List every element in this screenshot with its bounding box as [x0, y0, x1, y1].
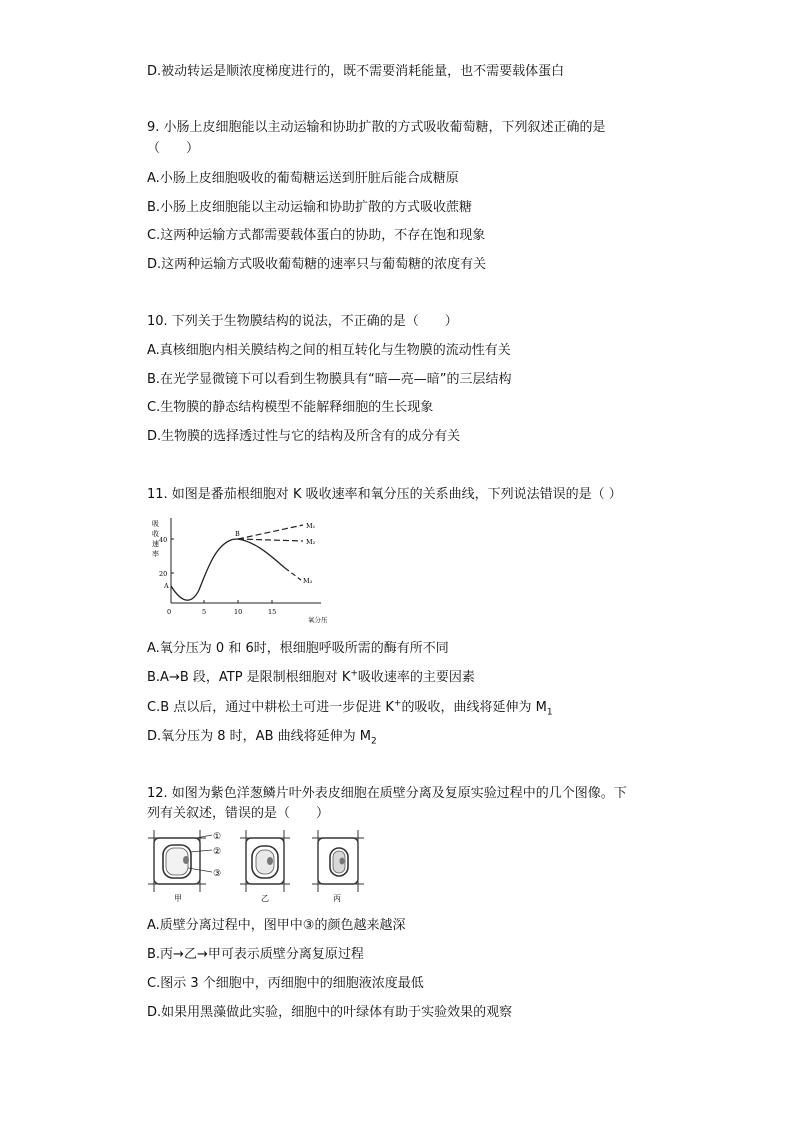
q9-option-b: B.小肠上皮细胞能以主动运输和协助扩散的方式吸收蔗糖	[147, 200, 473, 215]
chart-xtick: 10	[234, 608, 243, 616]
nucleus	[340, 858, 345, 865]
chart-xtick: 5	[202, 608, 207, 616]
marker-3: ③	[213, 869, 222, 879]
chart-ylabel-char: 速	[152, 540, 159, 548]
chart-ylabel-char: 率	[152, 550, 159, 558]
q10-stem: 10. 下列关于生物膜结构的说法，不正确的是（ ）	[147, 314, 458, 329]
chart-point-a: A	[164, 582, 169, 590]
q11-option-c: C.B 点以后，通过中耕松土可进一步促进 K+的吸收，曲线将延伸为 $M_1$	[147, 698, 553, 718]
q12-stem-line2: 列有关叙述，错误的是（ ）	[147, 806, 330, 821]
q10-option-c: C.生物膜的静态结构模型不能解释细胞的生长现象	[147, 400, 434, 415]
cell-bing	[312, 830, 364, 903]
chart-label-m3: M₃	[303, 577, 313, 585]
q8-option-d: D.被动转运是顺浓度梯度进行的，既不需要消耗能量，也不需要载体蛋白	[147, 64, 565, 79]
marker-2: ②	[213, 847, 222, 857]
chart-xlabel: 氧分压	[308, 616, 328, 624]
q9-answer-paren: （ ）	[147, 141, 200, 156]
chart-ytick: 40	[159, 536, 168, 544]
q11-option-d: D.氧分压为 8 时，AB 曲线将延伸为 $M_2$	[147, 729, 377, 747]
chart-xtick: 0	[167, 608, 172, 616]
marker-1: ①	[213, 832, 222, 842]
chart-curve-ab	[171, 539, 238, 600]
q10-option-b: B.在光学显微镜下可以看到生物膜具有“暗—亮—暗”的三层结构	[147, 372, 512, 387]
q12-option-c: C.图示 3 个细胞中，丙细胞中的细胞液浓度最低	[147, 976, 424, 991]
q12-option-b: B.丙→乙→甲可表示质壁分离复原过程	[147, 947, 364, 962]
nucleus	[183, 856, 189, 864]
chart-label-m1: M₁	[306, 522, 316, 530]
chart-point-b: B	[235, 530, 240, 538]
q9-option-d: D.这两种运输方式吸收葡萄糖的速率只与葡萄糖的浓度有关	[147, 257, 487, 272]
chart-curve-m3-dashed	[285, 568, 301, 580]
chart-ylabel-char: 吸	[152, 520, 159, 528]
q9-option-c: C.这两种运输方式都需要载体蛋白的协助，不存在饱和现象	[147, 228, 486, 243]
q12-option-d: D.如果用黑藻做此实验，细胞中的叶绿体有助于实验效果的观察	[147, 1005, 513, 1020]
q10-option-a: A.真核细胞内相关膜结构之间的相互转化与生物膜的流动性有关	[147, 343, 511, 358]
chart-ytick: 20	[159, 570, 168, 578]
q11-option-a: A.氧分压为 0 和 6时，根细胞呼吸所需的酶有所不同	[147, 641, 449, 656]
cell-label-jia: 甲	[174, 894, 182, 903]
chart-curve-m3-solid	[238, 539, 285, 568]
q12-option-a: A.质壁分离过程中，图甲中③的颜色越来越深	[147, 918, 406, 933]
cell-label-yi: 乙	[261, 894, 269, 903]
cell-label-bing: 丙	[333, 894, 341, 903]
k-absorption-chart	[145, 512, 335, 628]
cell-yi	[240, 830, 290, 903]
chart-label-m2: M₂	[306, 538, 316, 546]
q12-stem-line1: 12. 如图为紫色洋葱鳞片叶外表皮细胞在质壁分离及复原实验过程中的几个图像。下	[147, 786, 627, 801]
q9-stem: 9. 小肠上皮细胞能以主动运输和协助扩散的方式吸收葡萄糖，下列叙述正确的是	[147, 120, 606, 135]
chart-curve-m1	[238, 525, 303, 539]
chart-ylabel-char: 收	[152, 530, 159, 538]
q9-option-a: A.小肠上皮细胞吸收的葡萄糖运送到肝脏后能合成糖原	[147, 171, 459, 186]
nucleus	[267, 857, 273, 865]
chart-curve-m2	[238, 539, 303, 541]
cell-jia	[148, 830, 221, 903]
plasmolysis-cells-figure	[148, 828, 370, 904]
q11-stem: 11. 如图是番茄根细胞对 K 吸收速率和氧分压的关系曲线，下列说法错误的是（ ）	[147, 487, 622, 502]
q11-option-b: B.A→B 段，ATP 是限制根细胞对 K+吸收速率的主要因素	[147, 668, 475, 685]
q10-option-d: D.生物膜的选择透过性与它的结构及所含有的成分有关	[147, 429, 461, 444]
chart-xtick: 15	[268, 608, 277, 616]
